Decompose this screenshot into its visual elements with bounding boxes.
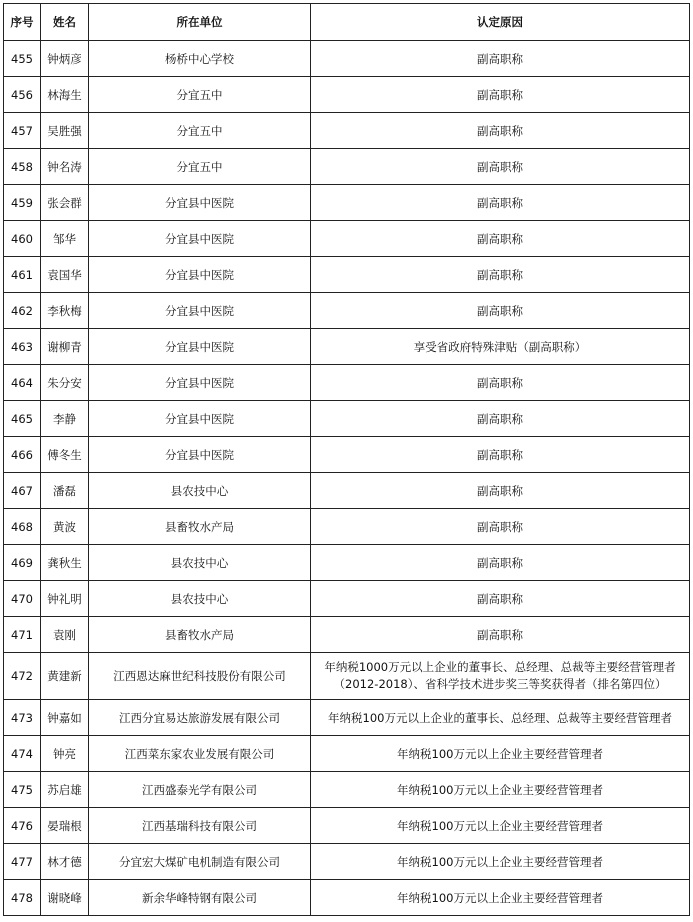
cell-unit: 分宜五中 (89, 77, 311, 113)
cell-no: 462 (4, 293, 41, 329)
cell-unit: 分宜宏大煤矿电机制造有限公司 (89, 844, 311, 880)
cell-no: 468 (4, 509, 41, 545)
cell-unit: 分宜五中 (89, 149, 311, 185)
cell-no: 473 (4, 700, 41, 736)
cell-name: 钟礼明 (41, 581, 89, 617)
cell-unit: 江西盛泰光学有限公司 (89, 772, 311, 808)
header-name: 姓名 (41, 4, 89, 41)
cell-no: 456 (4, 77, 41, 113)
cell-name: 傅冬生 (41, 437, 89, 473)
cell-unit: 县畜牧水产局 (89, 617, 311, 653)
table-row (4, 149, 690, 185)
cell-reason: 副高职称 (311, 401, 690, 437)
table-row (4, 700, 690, 736)
cell-name: 晏瑞根 (41, 808, 89, 844)
cell-unit: 县畜牧水产局 (89, 509, 311, 545)
cell-name: 林才德 (41, 844, 89, 880)
table-row (4, 509, 690, 545)
cell-no: 458 (4, 149, 41, 185)
cell-reason: 副高职称 (311, 545, 690, 581)
cell-name: 吴胜强 (41, 113, 89, 149)
cell-name: 袁刚 (41, 617, 89, 653)
cell-name: 钟名涛 (41, 149, 89, 185)
cell-reason: 副高职称 (311, 617, 690, 653)
cell-reason: 副高职称 (311, 77, 690, 113)
cell-reason: 年纳税100万元以上企业主要经营管理者 (311, 772, 690, 808)
cell-unit: 分宜县中医院 (89, 293, 311, 329)
cell-no: 457 (4, 113, 41, 149)
table-row (4, 113, 690, 149)
cell-no: 461 (4, 257, 41, 293)
table-row (4, 77, 690, 113)
cell-reason: 副高职称 (311, 185, 690, 221)
cell-name: 邹华 (41, 221, 89, 257)
cell-no: 475 (4, 772, 41, 808)
table-row (4, 365, 690, 401)
table-row (4, 221, 690, 257)
table-row (4, 437, 690, 473)
cell-reason: 副高职称 (311, 509, 690, 545)
cell-reason: 副高职称 (311, 113, 690, 149)
table-row (4, 808, 690, 844)
cell-name: 袁国华 (41, 257, 89, 293)
table-row (4, 545, 690, 581)
cell-reason: 副高职称 (311, 437, 690, 473)
cell-name: 朱分安 (41, 365, 89, 401)
cell-unit: 县农技中心 (89, 473, 311, 509)
table-row (4, 41, 690, 77)
cell-reason: 副高职称 (311, 221, 690, 257)
cell-unit: 新余华峰特钢有限公司 (89, 880, 311, 916)
cell-reason: 副高职称 (311, 473, 690, 509)
cell-no: 471 (4, 617, 41, 653)
cell-no: 477 (4, 844, 41, 880)
table-row (4, 880, 690, 916)
cell-no: 474 (4, 736, 41, 772)
cell-unit: 分宜五中 (89, 113, 311, 149)
cell-no: 463 (4, 329, 41, 365)
table-row (4, 581, 690, 617)
cell-name: 钟炳彦 (41, 41, 89, 77)
cell-name: 潘磊 (41, 473, 89, 509)
cell-unit: 分宜县中医院 (89, 185, 311, 221)
cell-name: 黄建新 (41, 653, 89, 700)
cell-reason: 副高职称 (311, 41, 690, 77)
cell-name: 黄波 (41, 509, 89, 545)
table-row (4, 772, 690, 808)
cell-no: 466 (4, 437, 41, 473)
cell-name: 林海生 (41, 77, 89, 113)
cell-unit: 分宜县中医院 (89, 401, 311, 437)
cell-name: 钟亮 (41, 736, 89, 772)
cell-unit: 江西恩达麻世纪科技股份有限公司 (89, 653, 311, 700)
cell-no: 455 (4, 41, 41, 77)
cell-reason: 年纳税100万元以上企业主要经营管理者 (311, 880, 690, 916)
cell-no: 467 (4, 473, 41, 509)
personnel-table (3, 3, 690, 916)
cell-no: 476 (4, 808, 41, 844)
cell-reason: 年纳税1000万元以上企业的董事长、总经理、总裁等主要经营管理者（2012-2018）、省科学技术进步奖三等奖获得者（排名第四位） (311, 653, 690, 700)
cell-reason: 副高职称 (311, 149, 690, 185)
cell-reason: 年纳税100万元以上企业主要经营管理者 (311, 844, 690, 880)
cell-unit: 县农技中心 (89, 581, 311, 617)
cell-no: 460 (4, 221, 41, 257)
cell-no: 464 (4, 365, 41, 401)
cell-unit: 分宜县中医院 (89, 437, 311, 473)
cell-unit: 分宜县中医院 (89, 329, 311, 365)
cell-unit: 分宜县中医院 (89, 365, 311, 401)
table-row (4, 844, 690, 880)
table-row (4, 401, 690, 437)
cell-no: 470 (4, 581, 41, 617)
header-no: 序号 (4, 4, 41, 41)
table-row (4, 185, 690, 221)
cell-reason: 年纳税100万元以上企业的董事长、总经理、总裁等主要经营管理者 (311, 700, 690, 736)
cell-reason: 副高职称 (311, 293, 690, 329)
cell-unit: 江西分宜易达旅游发展有限公司 (89, 700, 311, 736)
table-row (4, 329, 690, 365)
table-row (4, 736, 690, 772)
cell-name: 谢晓峰 (41, 880, 89, 916)
header-reason: 认定原因 (311, 4, 690, 41)
cell-reason: 享受省政府特殊津贴（副高职称） (311, 329, 690, 365)
cell-unit: 江西菜东家农业发展有限公司 (89, 736, 311, 772)
cell-no: 478 (4, 880, 41, 916)
cell-name: 李秋梅 (41, 293, 89, 329)
cell-unit: 分宜县中医院 (89, 257, 311, 293)
cell-no: 465 (4, 401, 41, 437)
cell-reason: 副高职称 (311, 581, 690, 617)
cell-unit: 江西基瑞科技有限公司 (89, 808, 311, 844)
cell-name: 张会群 (41, 185, 89, 221)
table-row (4, 257, 690, 293)
table-row (4, 653, 690, 700)
cell-reason: 年纳税100万元以上企业主要经营管理者 (311, 736, 690, 772)
cell-name: 李静 (41, 401, 89, 437)
table-row (4, 293, 690, 329)
table-row (4, 473, 690, 509)
cell-unit: 杨桥中心学校 (89, 41, 311, 77)
cell-unit: 县农技中心 (89, 545, 311, 581)
cell-reason: 副高职称 (311, 365, 690, 401)
cell-name: 钟嘉如 (41, 700, 89, 736)
cell-no: 472 (4, 653, 41, 700)
cell-no: 459 (4, 185, 41, 221)
cell-no: 469 (4, 545, 41, 581)
cell-reason: 年纳税100万元以上企业主要经营管理者 (311, 808, 690, 844)
table-header-row (4, 4, 690, 41)
cell-unit: 分宜县中医院 (89, 221, 311, 257)
table-row (4, 617, 690, 653)
header-unit: 所在单位 (89, 4, 311, 41)
cell-name: 龚秋生 (41, 545, 89, 581)
cell-name: 谢柳青 (41, 329, 89, 365)
cell-reason: 副高职称 (311, 257, 690, 293)
cell-name: 苏启雄 (41, 772, 89, 808)
